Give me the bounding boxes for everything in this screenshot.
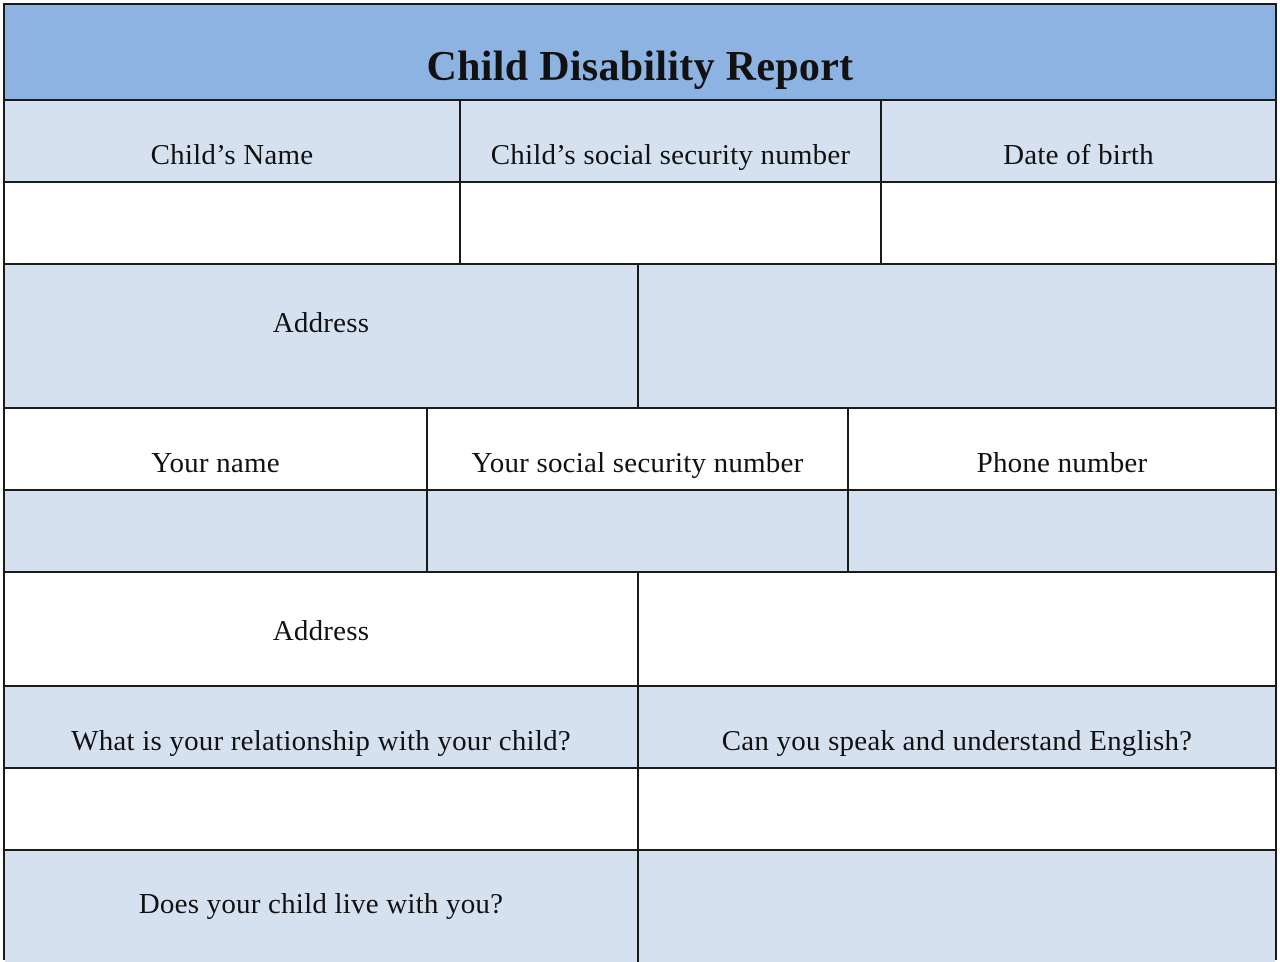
relationship-answer-field[interactable] <box>5 769 639 849</box>
questions-labels-row <box>5 687 1275 769</box>
child-name-label: Child’s Name <box>5 101 461 181</box>
child-disability-report-form <box>3 3 1277 960</box>
relationship-question-label: What is your relationship with your child? <box>5 687 639 767</box>
child-address-row <box>5 265 1275 409</box>
phone-number-field[interactable] <box>849 491 1275 571</box>
child-address-label <box>5 265 639 407</box>
lives-with-answer-field[interactable] <box>639 851 1275 962</box>
parent-address-field[interactable] <box>639 573 1275 685</box>
parent-inputs-row <box>5 491 1275 573</box>
child-dob-field[interactable] <box>882 183 1275 263</box>
child-ssn-label: Child’s social security number <box>461 101 882 181</box>
english-question-label: Can you speak and understand English? <box>721 725 1193 757</box>
parent-address-label <box>5 573 639 685</box>
parent-address-row <box>5 573 1275 687</box>
child-name-field[interactable] <box>5 183 461 263</box>
your-name-field[interactable] <box>5 491 428 571</box>
lives-with-question-label <box>5 851 639 962</box>
lives-with-question-text: Does your child live with you? <box>138 888 504 920</box>
title-bar <box>5 5 1275 101</box>
your-ssn-label: Your social security number <box>428 409 849 489</box>
your-name-label: Your name <box>5 409 428 489</box>
lives-with-row <box>5 851 1275 962</box>
child-dob-label: Date of birth <box>1003 139 1154 171</box>
child-inputs-row <box>5 183 1275 265</box>
child-labels-row <box>5 101 1275 183</box>
parent-labels-row <box>5 409 1275 491</box>
english-answer-field[interactable] <box>639 769 1275 849</box>
your-ssn-field[interactable] <box>428 491 849 571</box>
child-address-label-text: Address <box>272 307 370 339</box>
phone-number-label: Phone number <box>976 447 1148 479</box>
child-ssn-field[interactable] <box>461 183 882 263</box>
form-title: Child Disability Report <box>426 44 854 90</box>
child-address-field[interactable] <box>639 265 1275 407</box>
parent-address-label-text: Address <box>272 615 370 647</box>
questions-inputs-row <box>5 769 1275 851</box>
